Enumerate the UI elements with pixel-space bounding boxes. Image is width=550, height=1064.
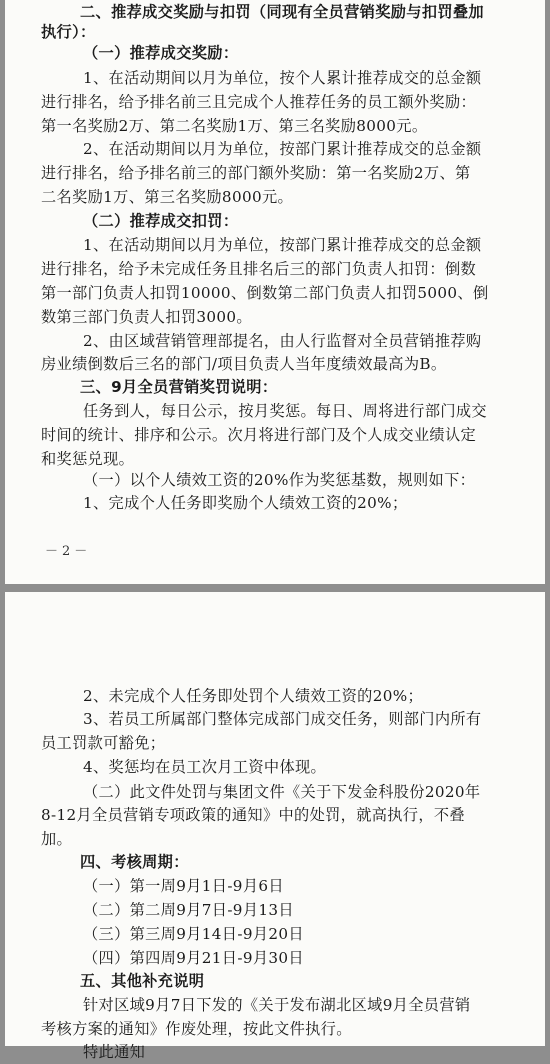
- paragraph-line: 进行排名，给予排名前三且完成个人推荐任务的员工额外奖励：: [41, 93, 477, 111]
- subsection-heading: （一）推荐成交奖励：: [83, 44, 239, 62]
- closing-line: 特此通知: [83, 1043, 146, 1061]
- paragraph-line: 1、在活动期间以月为单位，按部门累计推荐成交的总金额: [83, 236, 482, 254]
- paragraph-line: 加。: [41, 830, 73, 848]
- paragraph-line: 1、完成个人任务即奖励个人绩效工资的20%；: [83, 494, 408, 512]
- schedule-item: （三）第三周9月14日-9月20日: [83, 925, 304, 943]
- section-heading: 三、9月全员营销奖罚说明：: [80, 378, 278, 396]
- paragraph-line: 二名奖励1万、第三名奖励8000元。: [41, 188, 294, 206]
- paragraph-line: （二）此文件处罚与集团文件《关于下发金科股份2020年: [83, 783, 481, 801]
- paragraph-line: 2、在活动期间以月为单位，按部门累计推荐成交的总金额: [83, 140, 482, 158]
- schedule-item: （一）第一周9月1日-9月6日: [83, 877, 284, 895]
- paragraph-line: 3、若员工所属部门整体完成部门成交任务，则部门内所有: [83, 710, 482, 728]
- paragraph-line: 进行排名，给予未完成任务且排名后三的部门负责人扣罚：倒数: [41, 260, 477, 278]
- document-page-2: [5, 592, 545, 1061]
- schedule-item: （四）第四周9月21日-9月30日: [83, 949, 304, 967]
- paragraph-line: 员工罚款可豁免；: [41, 734, 166, 752]
- subsection-heading: （二）推荐成交扣罚：: [83, 212, 239, 230]
- paragraph-line: 第一名奖励2万、第二名奖励1万、第三名奖励8000元。: [41, 117, 428, 135]
- paragraph-line: 1、在活动期间以月为单位，按个人累计推荐成交的总金额: [83, 69, 482, 87]
- document-page-1: [5, 0, 545, 584]
- schedule-item: （二）第二周9月7日-9月13日: [83, 901, 294, 919]
- paragraph-line: 任务到人，每日公示，按月奖惩。每日、周将进行部门成交: [83, 402, 487, 420]
- paragraph-line: 2、未完成个人任务即处罚个人绩效工资的20%；: [83, 687, 424, 705]
- section-heading: 五、其他补充说明: [80, 972, 205, 990]
- paragraph-line: 针对区域9月7日下发的《关于发布湖北区域9月全员营销: [83, 996, 471, 1014]
- section-heading: 四、考核周期：: [80, 853, 189, 871]
- paragraph-line: 第一部门负责人扣罚10000、倒数第二部门负责人扣罚5000、倒: [41, 284, 489, 302]
- paragraph-line: （一）以个人绩效工资的20%作为奖惩基数，规则如下：: [83, 471, 476, 489]
- paragraph-line: 2、由区域营销管理部提名，由人行监督对全员营销推荐购: [83, 332, 482, 350]
- paragraph-line: 考核方案的通知》作废处理，按此文件执行。: [41, 1020, 352, 1038]
- paragraph-line: 房业绩倒数后三名的部门/项目负责人当年度绩效最高为B。: [41, 355, 447, 373]
- paragraph-line: 和奖惩兑现。: [41, 450, 135, 468]
- paragraph-line: 8-12月全员营销专项政策的通知》中的处罚，就高执行，不叠: [41, 806, 465, 824]
- paragraph-line: 进行排名，给予排名前三的部门额外奖励：第一名奖励2万、第: [41, 164, 471, 182]
- section-heading-cont: 执行）：: [41, 23, 96, 41]
- paragraph-line: 时间的统计、排序和公示。次月将进行部门及个人成交业绩认定: [41, 426, 477, 444]
- page-number: －2－: [45, 544, 92, 559]
- paragraph-line: 4、奖惩均在员工次月工资中体现。: [83, 758, 327, 776]
- section-heading: 二、推荐成交奖励与扣罚（同现有全员营销奖励与扣罚叠加: [80, 3, 484, 21]
- paragraph-line: 数第三部门负责人扣罚3000。: [41, 308, 252, 326]
